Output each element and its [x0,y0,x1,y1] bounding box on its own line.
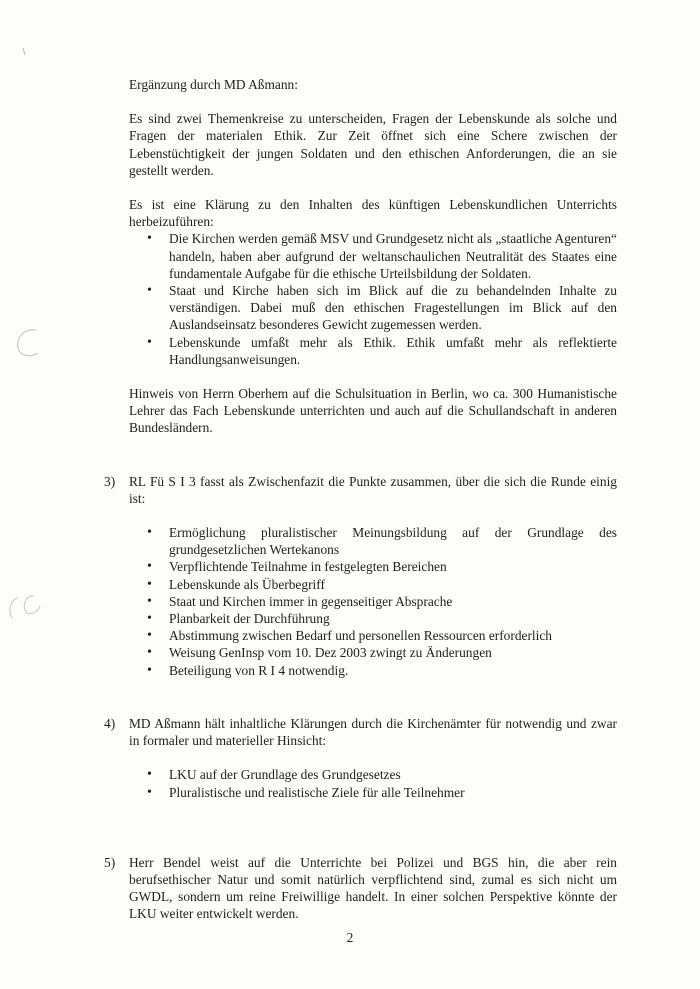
list-item: • Abstimmung zwischen Bedarf und personellen Ressourcen erforderlich [147,627,617,644]
punch-hole-mark-top [14,326,44,360]
list-item: • Planbarkeit der Durchführung [147,610,617,627]
list-item: • Staat und Kirchen immer in gegenseitiger Absprache [147,593,617,610]
bullet-list-item-3 [129,524,617,679]
bullet-list-intro [129,230,617,368]
numbered-item-5 [104,854,617,923]
paragraph-themenkreise: Es sind zwei Themenkreise zu unterscheiden, Fragen der Lebenskunde als solche und Fragen der materialen Ethik. Zur Zeit öffnet sich eine Schere zwischen der Lebenstüchtigkeit der jungen Soldaten und den ethischen Anforderungen, die an sie gestellt werden. [129,111,617,178]
page-number: 2 [346,930,354,945]
scan-speck [20,46,28,58]
item-text: Herr Bendel weist auf die Unterrichte bei Polizei und BGS hin, die aber rein berufsethischer Natur und somit natürlich verpflichtend sind, zumal es sich nicht um GWDL, sondern um reine Freiwillige handelt. In einer solchen Perspektive könnte der LKU weiter entwickelt werden. [129,854,617,922]
list-item: • Verpflichtende Teilnahme in festgelegten Bereichen [147,558,617,575]
list-item: • Weisung GenInsp vom 10. Dez 2003 zwingt zu Änderungen [147,644,617,661]
document-body [104,76,617,923]
list-item: • Staat und Kirche haben sich im Blick auf die zu behandelnden Inhalte zu verständigen. Dabei muß den ethischen Fragestellungen im Blick auf den Auslandseinsatz besonderes Gewicht zugemessen werden. [147,282,617,334]
paragraph-hinweis: Hinweis von Herrn Oberhem auf die Schulsituation in Berlin, wo ca. 300 Humanistische Lehrer das Fach Lebenskunde unterrichten und auch auf die Schullandschaft in anderen Bundesländern. [129,386,617,436]
item-number: 3) [104,473,116,489]
paragraph-klaerung: Es ist eine Klärung zu den Inhalten des künftigen Lebenskundlichen Unterrichts herbeizuführen: [129,197,617,230]
list-item: • Ermöglichung pluralistischer Meinungsbildung auf der Grundlage des grundgesetzlichen Wertekanons [147,524,617,558]
item-number: 5) [104,854,116,870]
item-number: 4) [104,715,116,731]
punch-hole-mark-bottom [4,592,44,626]
list-item: • Beteiligung von R I 4 notwendig. [147,662,617,679]
list-item: • Die Kirchen werden gemäß MSV und Grundgesetz nicht als „staatliche Agenturen“ handeln, haben aber aufgrund der weltanschaulichen Neutralität des Staates eine fundamentale Aufgabe für die ethische Urteilsbildung der Soldaten. [147,230,617,282]
item-text: RL Fü S I 3 fasst als Zwischenfazit die Punkte zusammen, über die sich die Runde einig ist: [129,473,617,506]
bullet-list-item-4 [129,766,617,800]
list-item: • Pluralistische und realistische Ziele für alle Teilnehmer [147,784,617,801]
list-item: • Lebenskunde umfaßt mehr als Ethik. Ethik umfaßt mehr als reflektierte Handlungsanweisungen. [147,334,617,368]
list-item: • LKU auf der Grundlage des Grundgesetzes [147,766,617,783]
item-text: MD Aßmann hält inhaltliche Klärungen durch die Kirchenämter für notwendig und zwar in formaler und materieller Hinsicht: [129,715,617,749]
list-item: • Lebenskunde als Überbegriff [147,576,617,593]
section-heading: Ergänzung durch MD Aßmann: [129,77,298,92]
numbered-item-4 [104,715,617,801]
numbered-item-3 [104,473,617,679]
